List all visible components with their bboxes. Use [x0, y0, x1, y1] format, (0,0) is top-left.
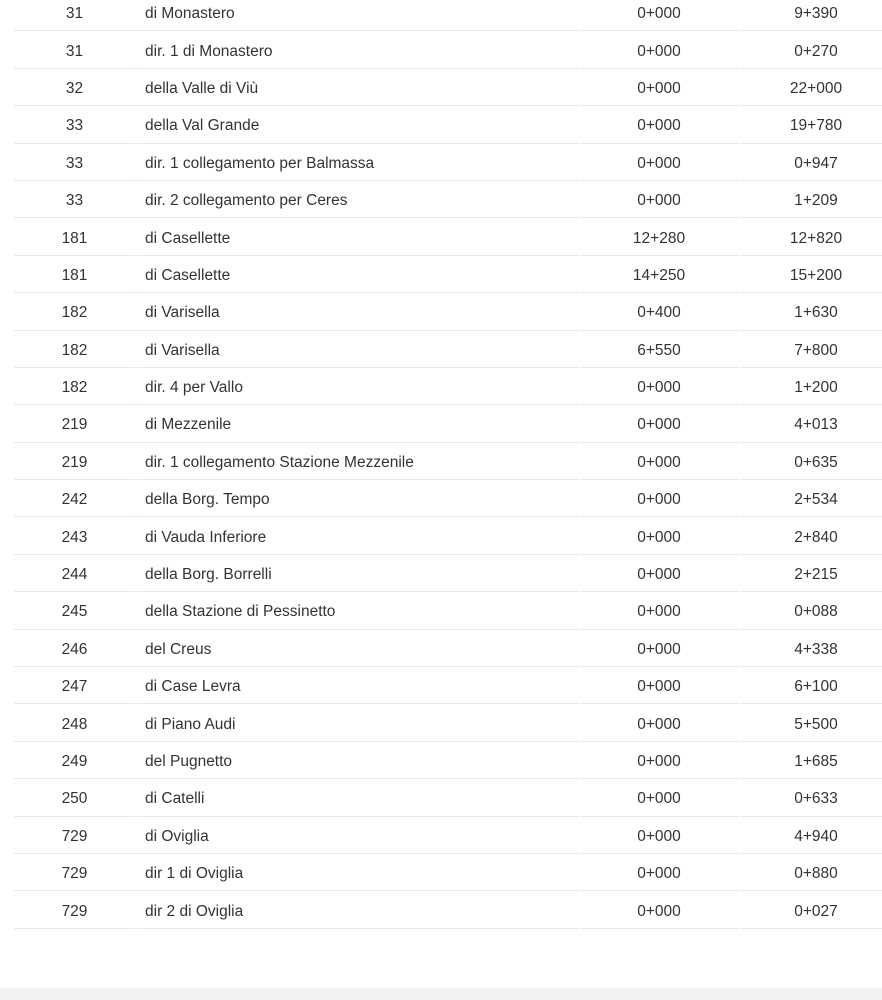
table-row [14, 482, 882, 517]
road-number-cell: 33 [14, 146, 135, 181]
km-end-cell: 1+685 [740, 744, 882, 779]
road-name-cell: di Piano Audi [137, 706, 578, 741]
road-name-cell: di Monastero [137, 0, 578, 31]
km-end-cell: 12+820 [740, 220, 882, 255]
km-start-cell: 0+000 [580, 108, 738, 143]
road-name-cell: di Casellette [137, 220, 578, 255]
table-row [14, 632, 882, 667]
road-name-cell: di Casellette [137, 258, 578, 293]
road-number-cell: 181 [14, 258, 135, 293]
table-row [14, 557, 882, 592]
road-number-cell: 31 [14, 0, 135, 31]
table-row [14, 0, 882, 31]
table-row [14, 108, 882, 143]
road-number-cell: 219 [14, 407, 135, 442]
km-end-cell: 1+209 [740, 183, 882, 218]
km-start-cell: 0+000 [580, 893, 738, 928]
road-number-cell: 245 [14, 594, 135, 629]
table-row [14, 781, 882, 816]
km-start-cell: 0+000 [580, 781, 738, 816]
table-row [14, 856, 882, 891]
km-end-cell: 15+200 [740, 258, 882, 293]
road-name-cell: dir. 4 per Vallo [137, 370, 578, 405]
road-number-cell: 244 [14, 557, 135, 592]
road-name-cell: di Mezzenile [137, 407, 578, 442]
km-start-cell: 0+000 [580, 557, 738, 592]
road-name-cell: dir. 1 collegamento Stazione Mezzenile [137, 445, 578, 480]
table-row [14, 333, 882, 368]
road-number-cell: 248 [14, 706, 135, 741]
road-name-cell: della Borg. Tempo [137, 482, 578, 517]
km-start-cell: 0+000 [580, 370, 738, 405]
road-number-cell: 181 [14, 220, 135, 255]
km-start-cell: 0+000 [580, 594, 738, 629]
km-end-cell: 2+215 [740, 557, 882, 592]
roads-table-body [14, 0, 882, 929]
table-row [14, 71, 882, 106]
km-end-cell: 0+880 [740, 856, 882, 891]
km-start-cell: 14+250 [580, 258, 738, 293]
roads-table [12, 0, 882, 931]
road-number-cell: 32 [14, 71, 135, 106]
road-name-cell: di Catelli [137, 781, 578, 816]
road-name-cell: di Oviglia [137, 819, 578, 854]
table-row [14, 669, 882, 704]
road-number-cell: 246 [14, 632, 135, 667]
road-name-cell: di Case Levra [137, 669, 578, 704]
km-end-cell: 4+338 [740, 632, 882, 667]
km-start-cell: 0+000 [580, 146, 738, 181]
table-row [14, 33, 882, 68]
road-name-cell: della Borg. Borrelli [137, 557, 578, 592]
km-end-cell: 0+027 [740, 893, 882, 928]
table-row [14, 220, 882, 255]
km-start-cell: 0+000 [580, 33, 738, 68]
km-start-cell: 0+000 [580, 706, 738, 741]
km-end-cell: 0+633 [740, 781, 882, 816]
road-number-cell: 182 [14, 295, 135, 330]
km-end-cell: 4+940 [740, 819, 882, 854]
km-end-cell: 6+100 [740, 669, 882, 704]
km-start-cell: 12+280 [580, 220, 738, 255]
table-row [14, 407, 882, 442]
km-end-cell: 19+780 [740, 108, 882, 143]
road-number-cell: 33 [14, 183, 135, 218]
road-number-cell: 242 [14, 482, 135, 517]
road-number-cell: 182 [14, 333, 135, 368]
km-end-cell: 2+840 [740, 519, 882, 554]
road-number-cell: 247 [14, 669, 135, 704]
table-row [14, 519, 882, 554]
road-number-cell: 182 [14, 370, 135, 405]
road-name-cell: dir 1 di Oviglia [137, 856, 578, 891]
road-number-cell: 729 [14, 856, 135, 891]
km-start-cell: 0+000 [580, 744, 738, 779]
km-end-cell: 1+630 [740, 295, 882, 330]
road-name-cell: di Varisella [137, 295, 578, 330]
horizontal-scrollbar-track[interactable] [0, 988, 882, 1000]
roads-table-container [12, 0, 882, 931]
km-start-cell: 0+000 [580, 183, 738, 218]
km-start-cell: 0+000 [580, 71, 738, 106]
table-row [14, 744, 882, 779]
table-row [14, 819, 882, 854]
road-name-cell: del Pugnetto [137, 744, 578, 779]
km-start-cell: 0+400 [580, 295, 738, 330]
km-end-cell: 0+947 [740, 146, 882, 181]
km-end-cell: 0+635 [740, 445, 882, 480]
km-end-cell: 0+088 [740, 594, 882, 629]
km-start-cell: 0+000 [580, 856, 738, 891]
km-start-cell: 0+000 [580, 445, 738, 480]
road-name-cell: della Val Grande [137, 108, 578, 143]
road-number-cell: 33 [14, 108, 135, 143]
table-row [14, 445, 882, 480]
km-start-cell: 0+000 [580, 482, 738, 517]
table-row [14, 295, 882, 330]
km-start-cell: 0+000 [580, 407, 738, 442]
km-end-cell: 0+270 [740, 33, 882, 68]
km-end-cell: 2+534 [740, 482, 882, 517]
km-end-cell: 4+013 [740, 407, 882, 442]
road-number-cell: 219 [14, 445, 135, 480]
table-row [14, 893, 882, 928]
km-end-cell: 7+800 [740, 333, 882, 368]
km-start-cell: 0+000 [580, 0, 738, 31]
road-number-cell: 729 [14, 819, 135, 854]
road-number-cell: 31 [14, 33, 135, 68]
km-start-cell: 0+000 [580, 632, 738, 667]
road-name-cell: dir 2 di Oviglia [137, 893, 578, 928]
road-number-cell: 243 [14, 519, 135, 554]
road-name-cell: del Creus [137, 632, 578, 667]
table-row [14, 706, 882, 741]
km-start-cell: 0+000 [580, 819, 738, 854]
table-row [14, 146, 882, 181]
road-name-cell: dir. 2 collegamento per Ceres [137, 183, 578, 218]
km-end-cell: 22+000 [740, 71, 882, 106]
road-number-cell: 250 [14, 781, 135, 816]
km-end-cell: 1+200 [740, 370, 882, 405]
road-name-cell: dir. 1 collegamento per Balmassa [137, 146, 578, 181]
km-end-cell: 5+500 [740, 706, 882, 741]
road-name-cell: della Stazione di Pessinetto [137, 594, 578, 629]
km-start-cell: 0+000 [580, 669, 738, 704]
table-row [14, 258, 882, 293]
km-end-cell: 9+390 [740, 0, 882, 31]
road-name-cell: di Varisella [137, 333, 578, 368]
table-row [14, 370, 882, 405]
table-row [14, 594, 882, 629]
road-name-cell: della Valle di Viù [137, 71, 578, 106]
road-number-cell: 249 [14, 744, 135, 779]
km-start-cell: 0+000 [580, 519, 738, 554]
table-row [14, 183, 882, 218]
road-name-cell: di Vauda Inferiore [137, 519, 578, 554]
road-name-cell: dir. 1 di Monastero [137, 33, 578, 68]
road-number-cell: 729 [14, 893, 135, 928]
km-start-cell: 6+550 [580, 333, 738, 368]
